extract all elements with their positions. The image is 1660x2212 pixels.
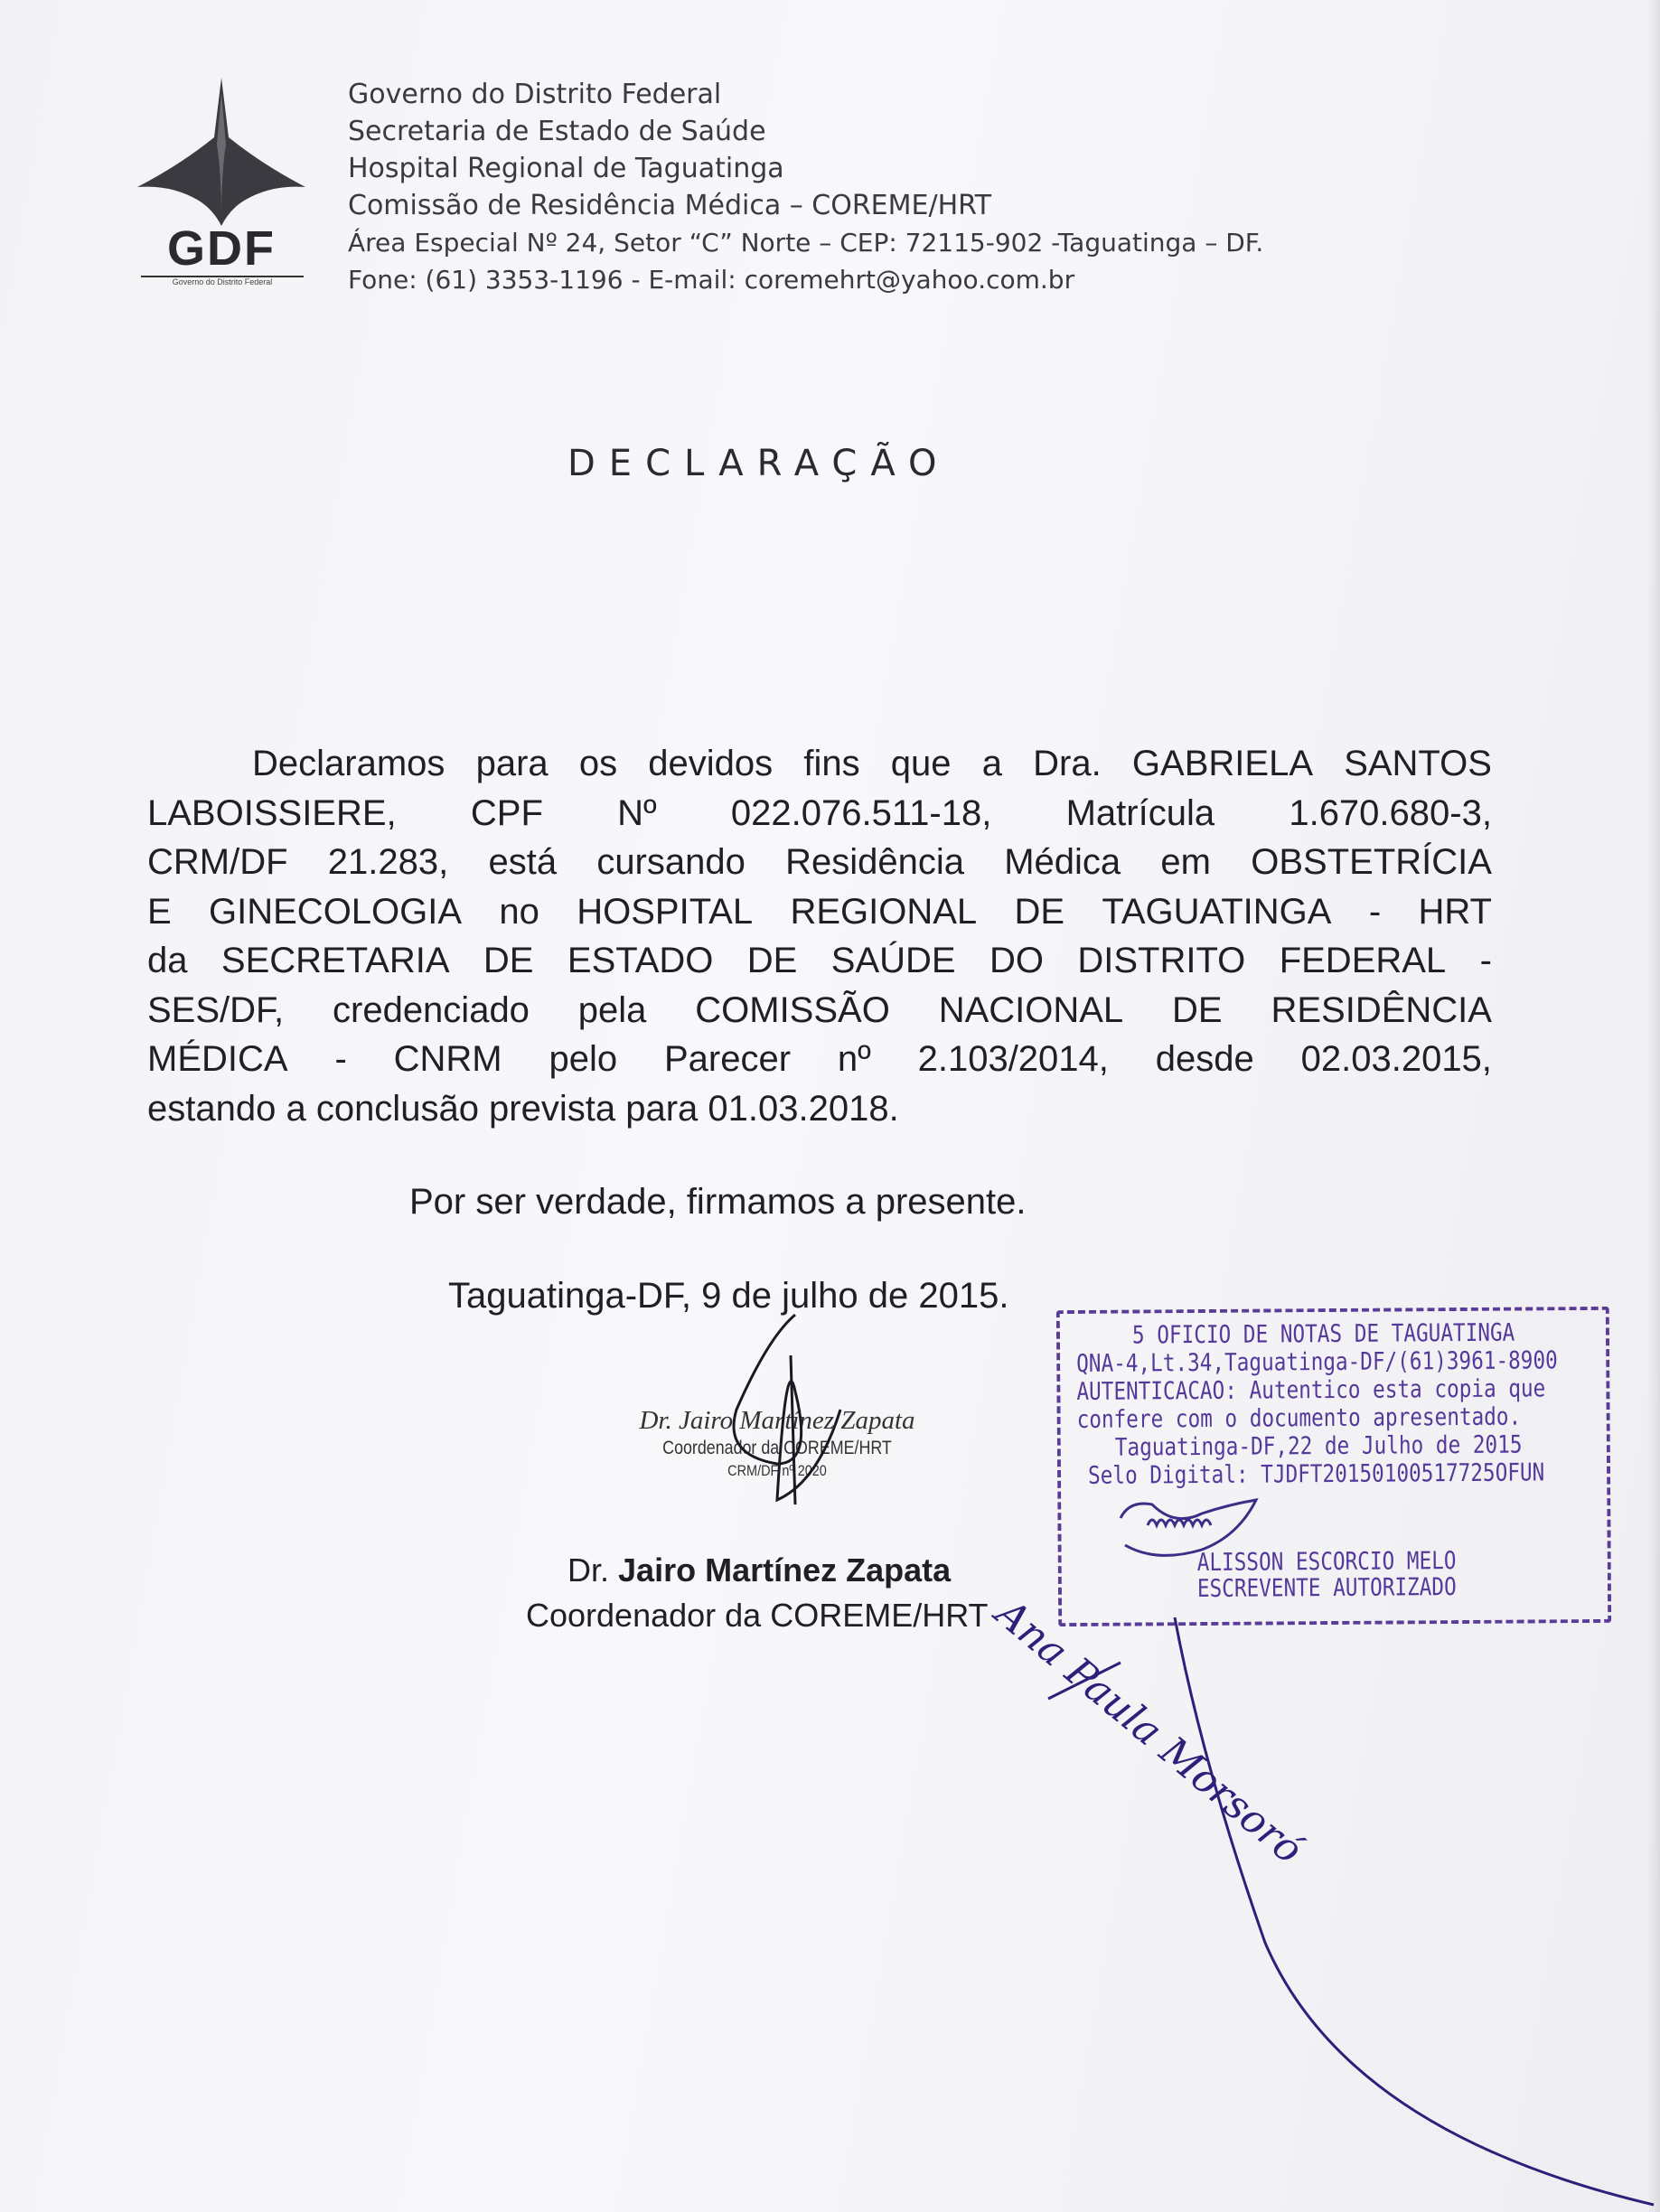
body-word: DISTRITO — [1077, 941, 1246, 980]
body-line — [147, 887, 1492, 937]
body-line — [147, 1035, 1492, 1084]
closing-statement: Por ser verdade, firmamos a presente. — [409, 1182, 1027, 1222]
body-word: 21.283, — [327, 842, 449, 882]
body-word: cursando — [596, 842, 746, 882]
notary-date: Taguatinga-DF,22 de Julho de 2015 — [1114, 1430, 1523, 1462]
header-secretariat: Secretaria de Estado de Saúde — [348, 116, 766, 147]
notary-address: QNA-4,Lt.34,Taguatinga-DF/(61)3961-8900 — [1076, 1346, 1558, 1378]
body-word: em — [1160, 842, 1211, 882]
body-word: HOSPITAL — [577, 891, 754, 932]
body-line — [147, 789, 1492, 839]
body-word: CRM/DF — [147, 842, 288, 882]
body-word: SECRETARIA — [220, 941, 450, 980]
body-line — [147, 739, 1492, 789]
body-word: SES/DF, — [147, 989, 285, 1030]
body-word: SAÚDE — [830, 941, 956, 980]
body-word: os — [578, 744, 618, 783]
signer-prefix: Dr. — [567, 1551, 610, 1589]
body-word: GABRIELA — [1131, 744, 1313, 783]
body-word: OBSTETRÍCIA — [1251, 842, 1492, 882]
stamp-signer-name: Dr. Jairo Martínez Zapata — [639, 1406, 915, 1435]
notary-office: 5 OFICIO DE NOTAS DE TAGUATINGA — [1131, 1318, 1515, 1350]
stamp-signer-crm: CRM/DF nº 2020 — [727, 1462, 827, 1479]
body-word: está — [488, 842, 558, 882]
gdf-logo-text: GDF — [167, 221, 276, 276]
stamp-signer-role: Coordenador da COREME/HRT — [662, 1438, 892, 1458]
gdf-logo — [136, 74, 307, 291]
body-word: nº — [837, 1039, 871, 1079]
body-word: - — [1368, 891, 1382, 932]
signature-stamp — [596, 1405, 958, 1481]
body-word: - — [1479, 941, 1492, 980]
handwritten-signature: Ana Paula Morsoró — [987, 1590, 1312, 1873]
body-word: COMISSÃO — [695, 989, 890, 1030]
body-word: a — [981, 744, 1002, 783]
body-word: desde — [1155, 1039, 1254, 1079]
signer-name — [567, 1551, 951, 1589]
body-word: CPF — [470, 792, 543, 833]
body-word: para — [475, 744, 549, 783]
body-line — [147, 986, 1492, 1036]
notary-authentication-cont: confere com o documento apresentado. — [1076, 1402, 1522, 1434]
page-edge — [1647, 0, 1660, 2212]
body-word: Matrícula — [1065, 792, 1215, 833]
notary-stamp — [1056, 1307, 1611, 1626]
header-hospital: Hospital Regional de Taguatinga — [348, 153, 784, 184]
body-word: Residência — [785, 842, 964, 882]
document-title: DECLARAÇÃO — [567, 443, 951, 484]
body-word: da — [147, 941, 188, 980]
body-word: CNRM — [393, 1039, 502, 1079]
body-word: HRT — [1418, 891, 1492, 932]
body-word: 2.103/2014, — [917, 1039, 1109, 1079]
body-word: DO — [989, 941, 1044, 980]
place-date: Taguatinga-DF, 9 de julho de 2015. — [448, 1276, 1009, 1316]
header-commission: Comissão de Residência Médica – COREME/HRT — [348, 190, 992, 221]
signer-full-name: Jairo Martínez Zapata — [618, 1551, 952, 1589]
body-word: GINECOLOGIA — [209, 891, 463, 932]
body-word: fins — [803, 744, 860, 783]
body-word: Nº — [617, 792, 657, 833]
body-word: - — [334, 1039, 347, 1079]
body-word: REGIONAL — [790, 891, 978, 932]
gdf-emblem-icon — [136, 74, 307, 228]
header-government: Governo do Distrito Federal — [348, 79, 722, 110]
body-word: MÉDICA — [147, 1039, 288, 1079]
body-word: TAGUATINGA — [1102, 891, 1332, 932]
notary-clerk — [1197, 1548, 1506, 1602]
body-word: que — [890, 744, 952, 783]
header-address: Área Especial Nº 24, Setor “C” Norte – CEP: 72115-902 -Taguatinga – DF. — [348, 228, 1264, 258]
body-word: SANTOS — [1344, 744, 1492, 783]
body-word: 1.670.680-3, — [1289, 792, 1492, 833]
body-word: RESIDÊNCIA — [1271, 989, 1492, 1030]
body-line — [147, 936, 1492, 986]
notary-digital-seal: Selo Digital: TJDFT20150100517725OFUN — [1087, 1458, 1545, 1490]
body-word: Dra. — [1033, 744, 1102, 783]
body-word: LABOISSIERE, — [147, 792, 397, 833]
gdf-logo-subtitle: Governo do Distrito Federal — [141, 276, 304, 286]
body-word: Declaramos — [252, 744, 445, 783]
body-word: no — [499, 891, 539, 932]
body-word: devidos — [648, 744, 774, 783]
body-word: credenciado — [333, 989, 530, 1030]
notary-clerk-name: ALISSON ESCORCIO MELO — [1196, 1547, 1457, 1578]
body-word: 022.076.511-18, — [730, 792, 992, 833]
declaration-body — [147, 739, 1492, 1133]
body-word: DE — [483, 941, 534, 980]
body-word: Parecer — [663, 1039, 792, 1079]
body-word: Médica — [1004, 842, 1121, 882]
body-word: DE — [746, 941, 798, 980]
body-word: ESTADO — [567, 941, 714, 980]
body-word: E — [147, 891, 172, 932]
body-word: pela — [577, 989, 647, 1030]
body-word: pelo — [549, 1039, 618, 1079]
header-contact: Fone: (61) 3353-1196 - E-mail: coremehrt@yahoo.com.br — [348, 265, 1075, 295]
notary-clerk-role: ESCREVENTE AUTORIZADO — [1196, 1573, 1457, 1604]
body-word: DE — [1172, 989, 1223, 1030]
signer-role: Coordenador da COREME/HRT — [526, 1597, 989, 1634]
letterhead — [348, 76, 1263, 298]
body-word: FEDERAL — [1279, 941, 1447, 980]
body-word: NACIONAL — [938, 989, 1124, 1030]
body-line-last: estando a conclusão prevista para 01.03.2018. — [147, 1088, 899, 1129]
body-line — [147, 838, 1492, 887]
body-word: 02.03.2015, — [1300, 1039, 1492, 1079]
notary-authentication: AUTENTICACAO: Autentico esta copia que — [1076, 1374, 1546, 1406]
body-word: DE — [1014, 891, 1065, 932]
